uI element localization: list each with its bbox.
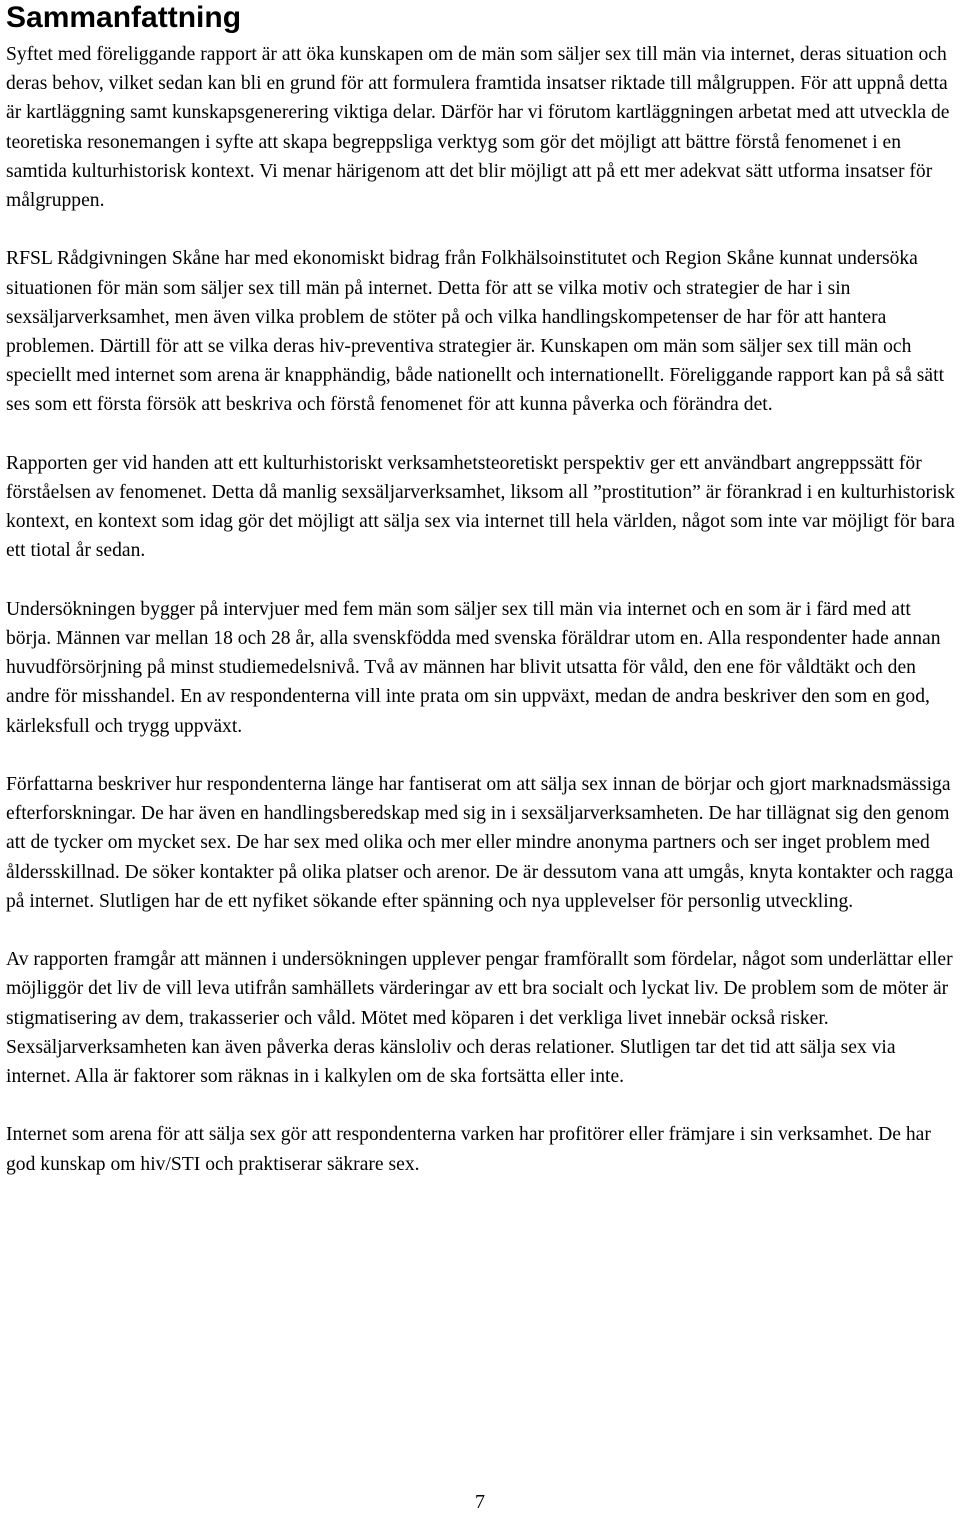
paragraph-internet-arena: Internet som arena för att sälja sex gör att respondenterna varken har profitörer eller främjare i sin verksamhet. De har god kunskap om hiv/STI och praktiserar säkrare sex.	[6, 1124, 931, 1175]
paragraph-motives: Författarna beskriver hur respondenterna länge har fantiserat om att sälja sex innan de börjar och gjort marknadsmässiga efterforskningar. De har även en handlingsberedskap med sig in i sexsäljarverksamheten. De har tillägnat sig den genom att de tycker om mycket sex. De har sex med olika och mer eller mindre anonyma partners och ser inget problem med åldersskillnad. De söker kontakter på olika platser och arenor. De är dessutom vana att umgås, knyta kontakter och ragga på internet. Slutligen har de ett nyfiket sökande efter spänning och nya upplevelser för personlig utveckling.	[6, 774, 954, 912]
paragraph-perspective: Rapporten ger vid handen att ett kulturhistoriskt verksamhetsteoretiskt perspektiv ger ett användbart angreppssätt för förståelsen av fenomenet. Detta då manlig sexsäljarverksamhet, liksom all ”prostitution” är förankrad i en kulturhistorisk kontext, en kontext som idag gör det möjligt att sälja sex via internet till hela världen, något som inte var möjligt för bara ett tiotal år sedan.	[6, 452, 955, 562]
paragraph-background: RFSL Rådgivningen Skåne har med ekonomiskt bidrag från Folkhälsoinstitutet och Region Skåne kunnat undersöka situationen för män som säljer sex till män på internet. Detta för att se vilka motiv och strategier de har i sin sexsäljarverksamhet, men även vilka problem de stöter på och vilka handlingskompetenser de har för att hantera problemen. Därtill för att se vilka deras hiv-preventiva strategier är. Kunskapen om män som säljer sex till män och speciellt med internet som arena är knapphändig, både nationellt och internationellt. Föreliggande rapport kan på så sätt ses som ett första försök att beskriva och förstå fenomenet för att kunna påverka och förändra det.	[6, 248, 945, 416]
paragraph-method: Undersökningen bygger på intervjuer med fem män som säljer sex till män via internet och en som är i färd med att börja. Männen var mellan 18 och 28 år, alla svenskfödda med svenska föräldrar utom en. Alla respondenter hade annan huvudförsörjning på minst studiemedelsnivå. Två av männen har blivit utsatta för våld, den ene för våldtäkt och den andre för misshandel. En av respondenterna vill inte prata om sin uppväxt, medan de andra beskriver den som en god, kärleksfull och trygg uppväxt.	[6, 598, 941, 737]
paragraph-purpose: Syftet med föreliggande rapport är att öka kunskapen om de män som säljer sex till män via internet, deras situation och deras behov, vilket sedan kan bli en grund för att formulera framtida insatser riktade till målgruppen. För att uppnå detta är kartläggning samt kunskapsgenerering viktiga delar. Därför har vi förutom kartläggningen arbetat med att utveckla de teoretiska resonemangen i syfte att skapa begreppsliga verktyg som gör det möjligt att bättre förstå fenomenet i en samtida kulturhistorisk kontext. Vi menar härigenom att det blir möjligt att på ett mer adekvat sätt utforma insatser för målgruppen.	[6, 44, 950, 212]
paragraph-findings: Av rapporten framgår att männen i undersökningen upplever pengar framförallt som fördelar, något som underlättar eller möjliggör det liv de vill leva utifrån samhällets värderingar av ett bra socialt och lyckat liv. De problem som de möter är stigmatisering av dem, trakasserier och våld. Mötet med köparen i det verkliga livet innebär också risker. Sexsäljarverksamheten kan även påverka deras känsloliv och deras relationer. Slutligen tar det tid att sälja sex via internet. Alla är faktorer som räknas in i kalkylen om de ska fortsätta eller inte.	[6, 949, 953, 1088]
section-heading: Sammanfattning	[6, 1, 242, 34]
page-number: 7	[475, 1491, 485, 1513]
document-page	[6, 0, 958, 1208]
